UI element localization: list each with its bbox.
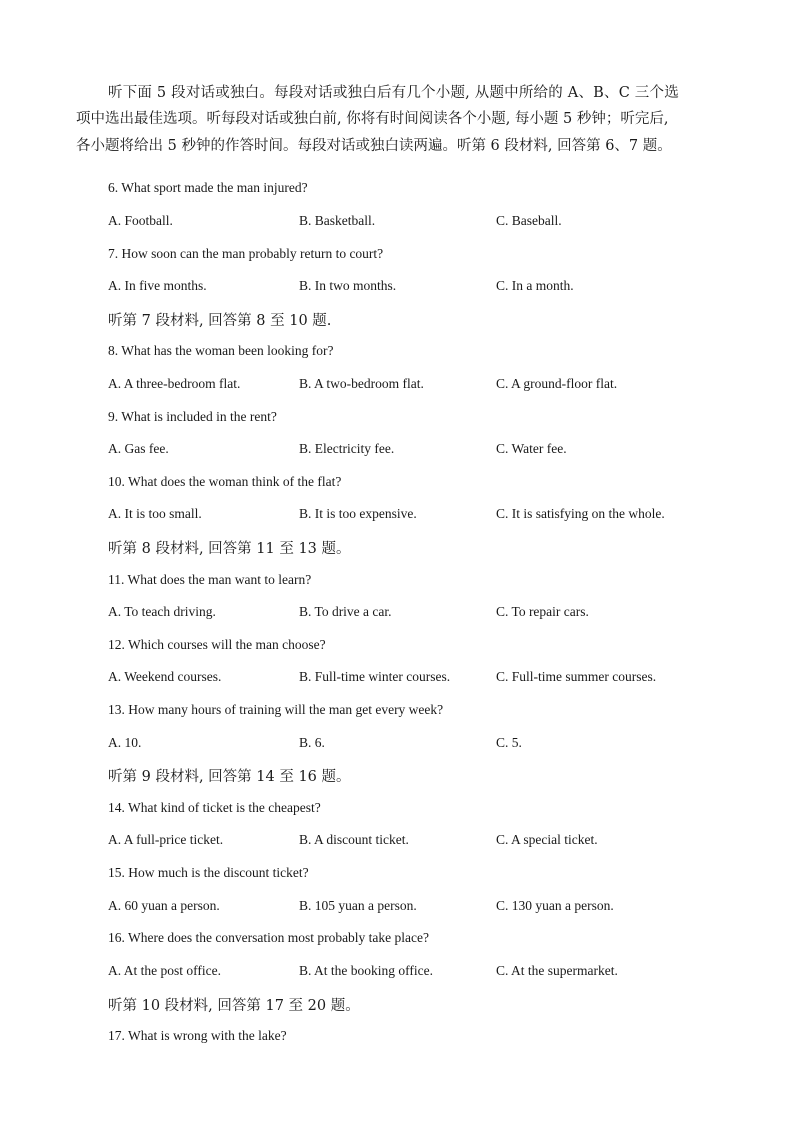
question-13-stem: 13. How many hours of training will the man get every week? [108,702,444,717]
question-14-option-a: A. A full-price ticket. [108,832,224,847]
question-14-option-b: B. A discount ticket. [299,832,409,847]
question-15-stem: 15. How much is the discount ticket? [108,865,309,880]
question-8-option-a: A. A three-bedroom flat. [108,376,241,391]
question-13-option-a: A. 10. [108,735,142,750]
question-12-option-c: C. Full-time summer courses. [496,669,657,684]
section-10-heading: 听第 10 段材料, 回答第 17 至 20 题。 [108,998,360,1014]
question-9-option-c: C. Water fee. [496,441,567,456]
question-13-option-b: B. 6. [299,735,325,750]
question-10-option-a: A. It is too small. [108,506,202,521]
question-9-stem: 9. What is included in the rent? [108,409,277,424]
instructions-line-2: 项中选出最佳选项。听每段对话或独白前, 你将有时间阅读各个小题, 每小题 5 秒钟；听完后, [76,111,669,127]
section-7-heading: 听第 7 段材料, 回答第 8 至 10 题. [108,313,332,329]
question-16-option-a: A. At the post office. [108,963,221,978]
question-12-option-a: A. Weekend courses. [108,669,222,684]
question-6-stem: 6. What sport made the man injured? [108,180,308,195]
question-15-option-b: B. 105 yuan a person. [299,898,417,913]
question-11-option-a: A. To teach driving. [108,604,216,619]
instructions-paragraph [108,80,724,107]
question-16-stem: 16. Where does the conversation most probably take place? [108,930,430,945]
question-10-option-c: C. It is satisfying on the whole. [496,506,665,521]
question-14-stem: 14. What kind of ticket is the cheapest? [108,800,321,815]
instructions-line-3: 各小题将给出 5 秒钟的作答时间。每段对话或独白读两遍。听第 6 段材料, 回答第 6、7 题。 [76,138,672,154]
question-11-option-b: B. To drive a car. [299,604,392,619]
question-8-option-c: C. A ground-floor flat. [496,376,618,391]
question-12-option-b: B. Full-time winter courses. [299,669,451,684]
question-8-option-b: B. A two-bedroom flat. [299,376,424,391]
question-6-option-c: C. Baseball. [496,213,562,228]
question-10-stem: 10. What does the woman think of the flat? [108,474,342,489]
question-11-option-c: C. To repair cars. [496,604,589,619]
section-8-heading: 听第 8 段材料, 回答第 11 至 13 题。 [108,541,351,557]
question-6-option-a: A. Football. [108,213,173,228]
question-9-option-b: B. Electricity fee. [299,441,395,456]
question-16-option-b: B. At the booking office. [299,963,433,978]
section-9-heading: 听第 9 段材料, 回答第 14 至 16 题。 [108,769,351,785]
question-15-option-c: C. 130 yuan a person. [496,898,614,913]
instructions-line-1: 听下面 5 段对话或独白。每段对话或独白后有几个小题, 从题中所给的 A、B、C 三个选 [108,85,679,101]
question-7-option-c: C. In a month. [496,278,574,293]
question-16-option-c: C. At the supermarket. [496,963,618,978]
question-13-option-c: C. 5. [496,735,522,750]
question-10-option-b: B. It is too expensive. [299,506,417,521]
question-7-option-b: B. In two months. [299,278,397,293]
question-7-option-a: A. In five months. [108,278,207,293]
question-12-stem: 12. Which courses will the man choose? [108,637,326,652]
question-7-stem: 7. How soon can the man probably return to court? [108,246,384,261]
question-9-option-a: A. Gas fee. [108,441,169,456]
question-17-stem: 17. What is wrong with the lake? [108,1028,287,1043]
question-15-option-a: A. 60 yuan a person. [108,898,220,913]
question-14-option-c: C. A special ticket. [496,832,598,847]
question-8-stem: 8. What has the woman been looking for? [108,343,334,358]
question-6-option-b: B. Basketball. [299,213,376,228]
question-11-stem: 11. What does the man want to learn? [108,572,312,587]
